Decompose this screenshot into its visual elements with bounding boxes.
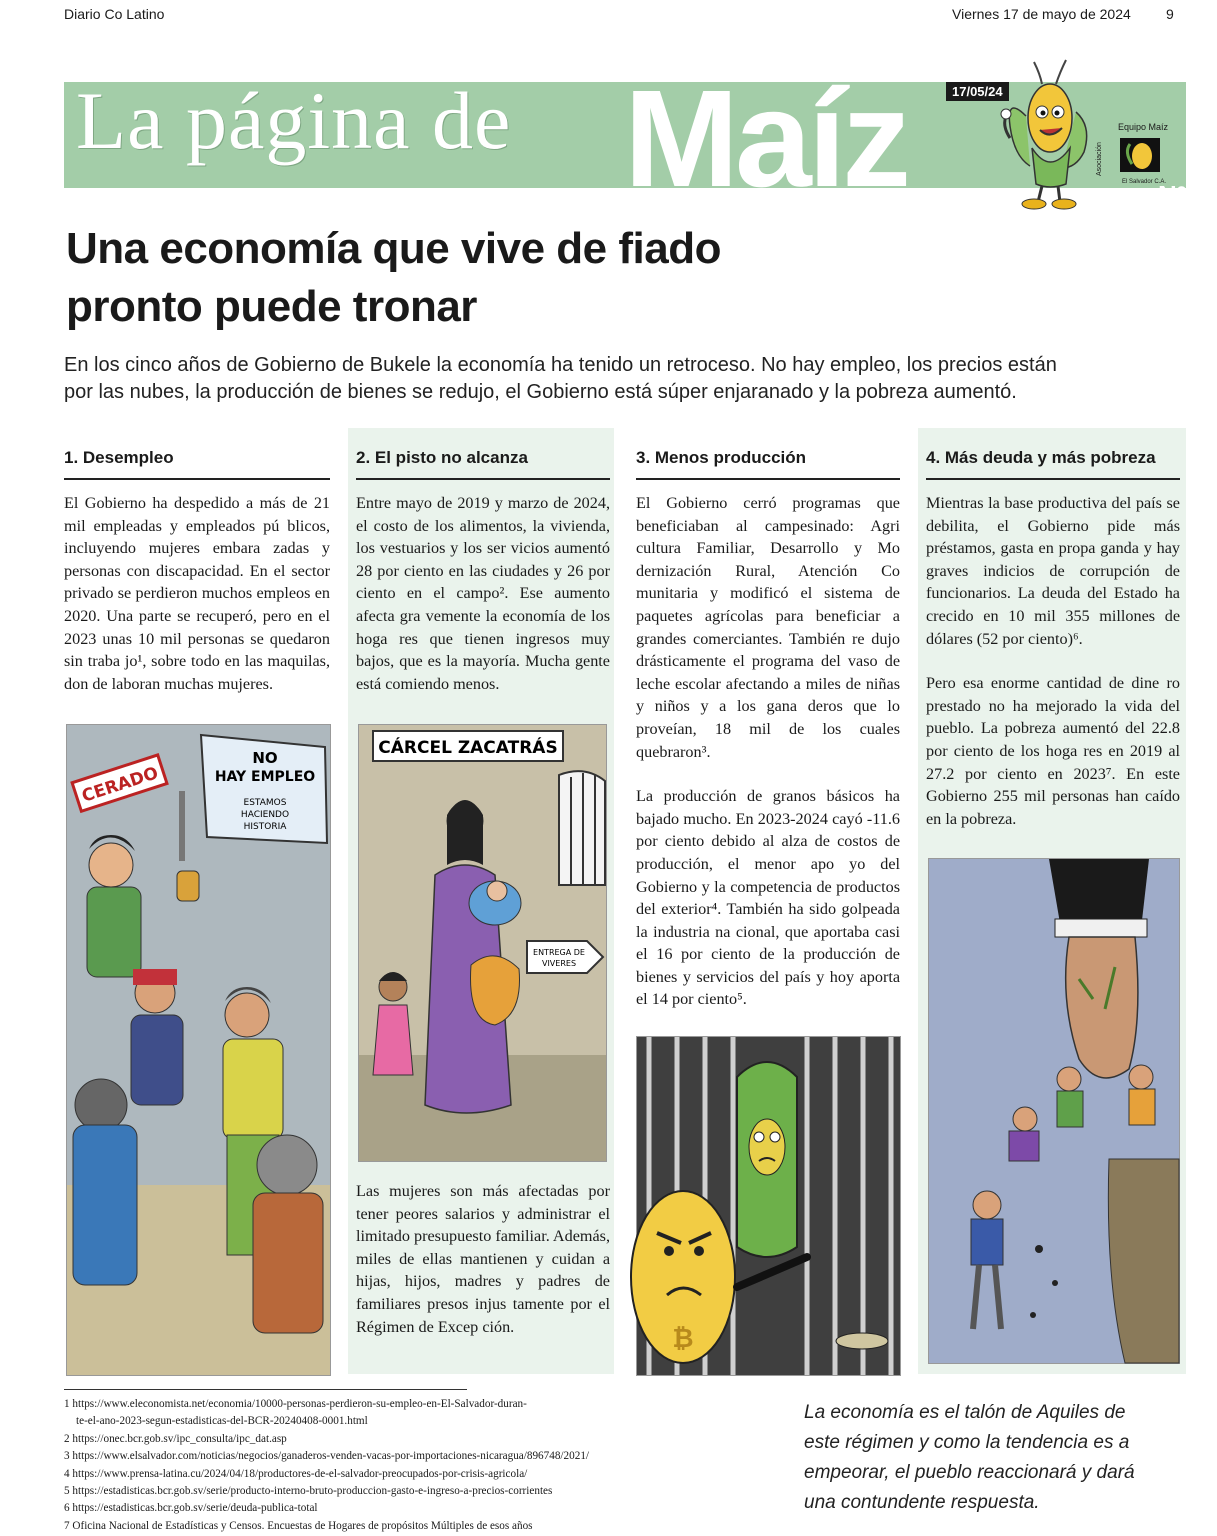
- body-line: por ciento⁵.: [671, 990, 747, 1009]
- body-line: Mientras la base productiva del: [926, 494, 1132, 512]
- body-line: blicos, incluyendo mujeres embara: [64, 516, 331, 558]
- closing-quote: [804, 1398, 1194, 1518]
- cartoon-debt-cliff: [928, 858, 1180, 1364]
- page-number: 9: [1166, 6, 1174, 22]
- body-line: miles de niñas y niños y a los gana: [636, 674, 901, 716]
- bitcoin-icon: ₿: [672, 1324, 694, 1354]
- body-line: zadas y personas con discapacidad.: [64, 539, 330, 580]
- body-line: muchos empleos en 2020. Una parte: [64, 584, 330, 625]
- cartoon-label: HISTORIA: [243, 822, 287, 832]
- body-line: padres de familiares presos injus: [356, 1272, 610, 1313]
- body-line: que es la mayoría. Mucha gente: [399, 652, 610, 671]
- body-line: 2024, el costo de los alimentos, la: [356, 494, 610, 535]
- body-line: personas han caído en la pobreza.: [926, 787, 1181, 828]
- body-line: vemente la economía de los hoga: [356, 606, 611, 648]
- footnote-rule: [64, 1389, 467, 1390]
- body-line: 2023⁷. En este Gobierno 255 mil: [926, 764, 1180, 806]
- body-line: deuda del Estado ha crecido en 10: [926, 584, 1180, 625]
- publication-date: Viernes 17 de mayo de 2024: [952, 6, 1131, 22]
- column-body: [926, 492, 1180, 830]
- prison-illustration: [359, 725, 606, 1161]
- footnote: te-el-ano-2023-segun-estadisticas-del-BCR-20240408-0001.html: [76, 1415, 368, 1428]
- masthead-title: La página de: [76, 75, 512, 166]
- body-line: dernización Rural, Atención Co: [636, 561, 900, 580]
- column-desempleo: [64, 448, 330, 695]
- body-line: de productos del exterior⁴. También: [636, 877, 900, 919]
- corn-logo-icon: [1120, 138, 1160, 172]
- body-line: cultura Familiar, Desarrollo y Mo: [636, 539, 900, 558]
- column-pisto: [356, 448, 610, 695]
- body-line: paquetes agrícolas para beneficiar a: [636, 606, 900, 625]
- footnote: 5 https://estadisticas.bcr.gob.sv/serie/producto-interno-bruto-produccion-gasto-e-ingreso-a-precios-corrientes: [64, 1485, 553, 1498]
- body-line: ción.: [482, 1317, 515, 1336]
- body-line: Las mujeres son más afectadas por: [356, 1182, 610, 1200]
- body-line: y cuidan a hijas, hijos, madres y: [356, 1249, 610, 1291]
- body-line: grandes comerciantes. También re: [636, 629, 865, 648]
- body-line: vivienda, los vestuarios y los ser: [356, 516, 610, 558]
- body-line: ciento de la producción de bienes y: [636, 945, 900, 986]
- quote-line: La economía es el talón de Aquiles de: [804, 1402, 1126, 1423]
- body-line: El Gobierno ha despedido a más de: [64, 494, 308, 512]
- body-line: deros que lo proveían, 18 mil de los: [636, 697, 900, 738]
- cartoon-prison: [358, 724, 607, 1162]
- quote-line: una contundente respuesta.: [804, 1492, 1040, 1513]
- column-deuda: [926, 448, 1180, 830]
- debt-cliff-illustration: [929, 859, 1179, 1363]
- body-line: servicios del país y hoy aporta el 14: [636, 967, 901, 1009]
- body-line: res en 2019 al 27.2 por ciento en: [926, 741, 1181, 783]
- body-line: ganda y hay graves indicios de: [926, 539, 1181, 580]
- body-line: tamente por el Régimen de Excep: [356, 1294, 611, 1336]
- column-produccion: [636, 448, 900, 1011]
- cartoon-label: NO: [252, 749, 278, 767]
- cartoon-unemployment: [66, 724, 331, 1376]
- issue-number: Nº 964: [1158, 180, 1202, 241]
- body-line: beneficiaban al campesinado: Agri: [636, 516, 900, 535]
- footnotes: [64, 1396, 744, 1535]
- body-line: las ciudades y 26 por ciento en el: [356, 561, 610, 603]
- body-line: de laboran muchas mujeres.: [92, 674, 274, 693]
- footnote: 4 https://www.prensa-latina.cu/2024/04/18/productores-de-el-salvador-preocupados-por-crisis-agricola/: [64, 1467, 528, 1480]
- logo-name: Equipo Maíz: [1118, 122, 1169, 132]
- body-line: ha sido golpeada la industria na: [636, 900, 900, 941]
- body-line: el limitado presupuesto familiar.: [356, 1204, 610, 1246]
- body-line: vaso de leche escolar afectando a: [636, 652, 901, 693]
- body-line: costos de producción, el menor apo: [636, 832, 901, 873]
- lede-line: En los cinco años de Gobierno de Bukele la economía ha tenido un retroceso. No hay empleo, los precios están: [64, 354, 1057, 376]
- body-line: mil 355 millones de dólares (52: [926, 606, 1181, 648]
- body-line: vicios aumentó 28 por ciento en: [356, 539, 611, 580]
- body-line: dujo drásticamente el programa del: [636, 629, 900, 671]
- lede-line: por las nubes, la producción de bienes se redujo, el Gobierno está súper enjaranado y la pobreza aumentó.: [64, 381, 1017, 403]
- cartoon-label: HACIENDO: [240, 810, 290, 820]
- footnote: 2 https://onec.bcr.gob.sv/ipc_consulta/ipc_dat.asp: [64, 1432, 287, 1445]
- logo-country: El Salvador C.A.: [1122, 179, 1167, 185]
- body-line: La producción de granos básicos ha: [636, 787, 900, 806]
- column-body: [356, 492, 610, 695]
- cartoon-label: CERADO: [79, 763, 161, 807]
- footnote: 6 https://estadisticas.bcr.gob.sv/serie/deuda-publica-total: [64, 1502, 318, 1515]
- body-line: Pero esa enorme cantidad de dine: [926, 674, 1160, 693]
- body-line: del 22.8 por ciento de los hoga: [926, 719, 1180, 760]
- body-line: campo². Ese aumento afecta gra: [356, 584, 610, 625]
- footnote: 3 https://www.elsalvador.com/noticias/negocios/ganaderos-venden-vacas-por-importaciones-nicaragua/896748/2021/: [64, 1450, 590, 1463]
- cartoon-label: VIVERES: [541, 959, 577, 968]
- body-line: tener peores salarios y administrar: [356, 1204, 592, 1223]
- body-line: mil personas se quedaron sin traba: [64, 629, 330, 671]
- quote-line: este régimen y como la tendencia es a: [804, 1432, 1130, 1453]
- logo-association-label: Asociación: [1096, 142, 1103, 176]
- body-line: res que tienen ingresos muy bajos,: [356, 629, 611, 671]
- body-line: Además, miles de ellas mantienen: [356, 1227, 611, 1268]
- cartoon-label: CÁRCEL ZACATRÁS: [378, 738, 558, 758]
- column-body: [636, 492, 900, 1011]
- body-line: 21 mil empleadas y empleados pú: [64, 494, 330, 535]
- equipo-maiz-logo: [1120, 138, 1160, 172]
- body-line: ro prestado no ha mejorado la vida: [926, 674, 1181, 715]
- headline: [66, 220, 966, 336]
- cartoon-label: ESTAMOS: [243, 798, 287, 808]
- body-line: por ciento)⁶.: [1002, 629, 1083, 648]
- column-heading: 3. Menos producción: [636, 448, 900, 480]
- body-line: bajado mucho. En 2023-2024 cayó: [636, 809, 863, 828]
- body-line: está comiendo menos.: [356, 674, 500, 693]
- body-line: yo del Gobierno y la competencia: [636, 854, 901, 896]
- publication-name: Diario Co Latino: [64, 6, 165, 22]
- body-line: país se debilita, el Gobierno pide: [926, 494, 1180, 535]
- quote-line: empeorar, el pueblo reaccionará y dará: [804, 1462, 1135, 1483]
- body-line: se recuperó, pero en el 2023 unas 10: [64, 606, 331, 648]
- column-body: [64, 492, 330, 695]
- body-line: jo¹, sobre todo en las maquilas, don: [64, 652, 330, 693]
- body-line: corrupción de funcionarios. La: [926, 561, 1180, 603]
- cartoon-label: HAY EMPLEO: [214, 769, 316, 785]
- cartoon-label: ENTREGA DE: [533, 948, 585, 957]
- column-heading: 1. Desempleo: [64, 448, 330, 480]
- body-line: -11.6 por ciento debido al alza de: [636, 809, 900, 851]
- lede: [64, 352, 1194, 406]
- body-line: Entre mayo de 2019 y marzo de: [356, 494, 569, 512]
- footnote: 7 Oficina Nacional de Estadísticas y Censos. Encuestas de Hogares de propósitos Múltiples de esos años: [64, 1519, 533, 1532]
- body-line: cuales quebraron³.: [636, 719, 901, 761]
- column-heading: 2. El pisto no alcanza: [356, 448, 610, 480]
- masthead-title-highlight: Maíz: [624, 62, 908, 216]
- body-line: En el sector privado se perdieron: [64, 561, 331, 603]
- jailed-corn-illustration: [637, 1037, 900, 1375]
- footnote: 1 https://www.eleconomista.net/economia/10000-personas-perdieron-su-empleo-en-El-Salvador-duran-: [64, 1398, 527, 1410]
- issue-date: 17/05/24: [946, 82, 1009, 101]
- headline-line: pronto puede tronar: [66, 282, 477, 331]
- headline-line: Una economía que vive de fiado: [66, 224, 721, 273]
- body-line: cional, que aportaba casi el 16 por: [636, 922, 900, 964]
- unemployment-illustration: [67, 725, 330, 1375]
- column-heading: 4. Más deuda y más pobreza: [926, 448, 1180, 480]
- body-line: El Gobierno cerró programas que: [636, 494, 900, 512]
- cartoon-jailed-corn: [636, 1036, 901, 1376]
- body-line: más préstamos, gasta en propa: [926, 516, 1180, 558]
- corn-mascot-icon: [996, 56, 1092, 212]
- column-body-lower: [356, 1180, 610, 1338]
- body-line: del pueblo. La pobreza aumentó: [926, 696, 1180, 738]
- body-line: munitaria y modificó el sistema de: [636, 584, 900, 603]
